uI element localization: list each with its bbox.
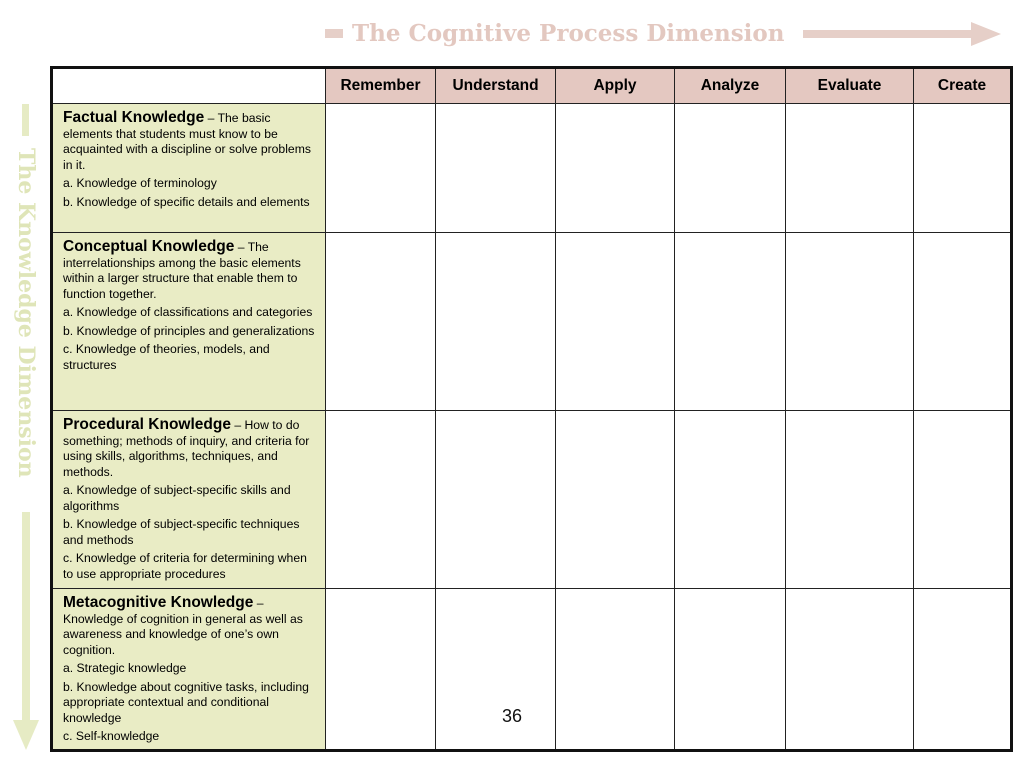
table-cell <box>326 589 436 751</box>
table-row-metacognitive <box>52 589 1012 751</box>
table-cell <box>675 233 786 411</box>
table-cell <box>786 104 914 233</box>
table-cell <box>436 589 556 751</box>
row-description: – Knowledge of cognition in general as well as awareness and knowledge of one’s own cognition. <box>63 596 303 657</box>
table-cell <box>786 233 914 411</box>
row-title: Metacognitive Knowledge <box>63 594 254 611</box>
table-cell <box>914 233 1012 411</box>
header-dash <box>325 29 343 38</box>
row-description: – The interrelationships among the basic elements within a larger structure that enable them to function together. <box>63 240 301 301</box>
table-cell <box>675 589 786 751</box>
table-cell <box>556 589 675 751</box>
cognitive-dimension-title: The Cognitive Process Dimension <box>352 20 785 47</box>
row-item: b. Knowledge of specific details and elements <box>63 194 310 209</box>
column-header-create: Create <box>914 68 1012 104</box>
row-item: c. Knowledge of theories, models, and structures <box>63 342 270 372</box>
row-title: Procedural Knowledge <box>63 416 231 433</box>
table-cell <box>914 104 1012 233</box>
table-cell <box>675 411 786 589</box>
table-cell <box>556 104 675 233</box>
row-header-procedural <box>52 411 326 589</box>
column-header-analyze: Analyze <box>675 68 786 104</box>
table-cell <box>914 589 1012 751</box>
table-cell <box>786 411 914 589</box>
row-item: b. Knowledge of principles and generalizations <box>63 323 315 338</box>
sidebar-line <box>22 104 29 136</box>
table-cell <box>675 104 786 233</box>
right-arrow-icon <box>803 20 1003 48</box>
table-cell <box>436 104 556 233</box>
row-item: c. Knowledge of criteria for determining when to use appropriate procedures <box>63 551 307 581</box>
table-cell <box>556 411 675 589</box>
table-cell <box>556 233 675 411</box>
table-cell <box>786 589 914 751</box>
table-cell <box>326 104 436 233</box>
row-item: a. Knowledge of terminology <box>63 176 217 190</box>
row-item: b. Knowledge about cognitive tasks, including appropriate contextual and conditional knowledge <box>63 679 309 725</box>
row-header-factual <box>52 104 326 233</box>
row-item: b. Knowledge of subject-specific techniques and methods <box>63 517 300 547</box>
row-item: a. Knowledge of classifications and categories <box>63 305 313 319</box>
table-cell <box>326 411 436 589</box>
table-cell <box>436 411 556 589</box>
header-row <box>52 68 1012 104</box>
table-cell <box>326 233 436 411</box>
row-header-conceptual <box>52 233 326 411</box>
column-header-apply: Apply <box>556 68 675 104</box>
table-cell <box>914 411 1012 589</box>
row-item: a. Knowledge of subject-specific skills and algorithms <box>63 483 291 513</box>
column-header-remember: Remember <box>326 68 436 104</box>
row-item: c. Self-knowledge <box>63 729 160 743</box>
row-header-metacognitive <box>52 589 326 751</box>
taxonomy-table <box>50 66 1013 752</box>
column-header-evaluate: Evaluate <box>786 68 914 104</box>
row-description: – The basic elements that students must know to be acquainted with a discipline or solve problems in it. <box>63 111 311 172</box>
row-title: Factual Knowledge <box>63 109 205 126</box>
knowledge-dimension-title: The Knowledge Dimension <box>13 148 39 478</box>
table-row-factual <box>52 104 1012 233</box>
table-row-conceptual <box>52 233 1012 411</box>
corner-cell <box>52 68 326 104</box>
row-title: Conceptual Knowledge <box>63 238 235 255</box>
page-number: 36 <box>501 706 523 726</box>
table-row-procedural <box>52 411 1012 589</box>
row-item: a. Strategic knowledge <box>63 661 187 675</box>
table-cell <box>436 233 556 411</box>
column-header-understand: Understand <box>436 68 556 104</box>
row-description: – How to do something; methods of inquiry, and criteria for using skills, algorithms, techniques, and methods. <box>63 418 310 479</box>
down-arrow-icon <box>12 512 40 752</box>
